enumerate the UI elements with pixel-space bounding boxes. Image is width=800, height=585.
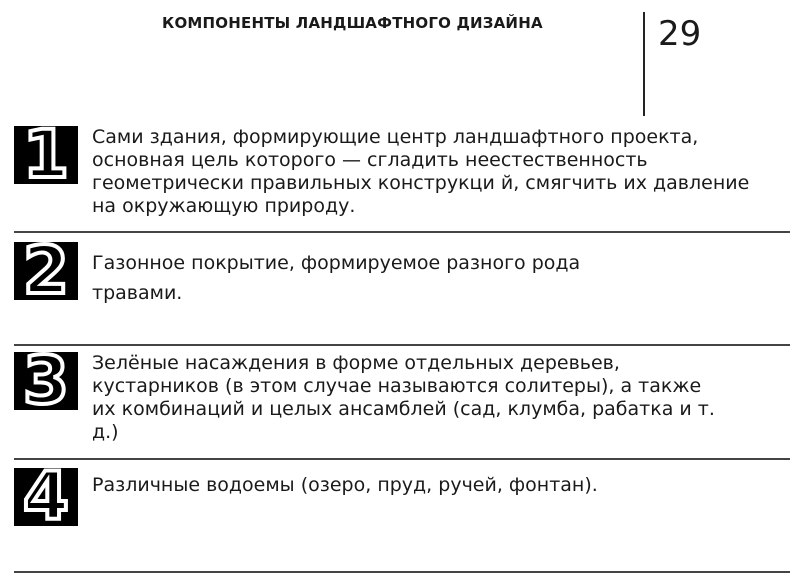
page-number: 29 xyxy=(658,14,702,54)
divider xyxy=(14,571,790,573)
divider xyxy=(14,344,790,346)
item-number-badge xyxy=(14,242,78,300)
item-number: 4 xyxy=(23,468,69,526)
divider xyxy=(14,231,790,233)
header-divider xyxy=(643,12,645,116)
item-text: Зелёные насаждения в форме отдельных деревьев, кустарников (в этом случае называются солитеры), а также их комбинаций и целых ансамблей (сад, клумба, рабатка и т. д.) xyxy=(92,352,715,443)
item-number: 3 xyxy=(23,352,69,410)
page-title: КОМПОНЕНТЫ ЛАНДШАФТНОГО ДИЗАЙНА xyxy=(162,14,543,32)
item-number-badge xyxy=(14,126,78,184)
item-text: Различные водоемы (озеро, пруд, ручей, фонтан). xyxy=(92,474,598,496)
item-number: 1 xyxy=(23,126,69,184)
item-text: Газонное покрытие, формируемое разного рода травами. xyxy=(92,252,581,304)
item-text: Сами здания, формирующие центр ландшафтного проекта, основная цель которого — сгладить неестественность геометрически правильных конструкци й, смягчить их давление на окружающую природу. xyxy=(92,126,750,217)
divider xyxy=(14,458,790,460)
item-number-badge xyxy=(14,352,78,410)
item-number: 2 xyxy=(23,242,69,300)
item-number-badge xyxy=(14,468,78,526)
